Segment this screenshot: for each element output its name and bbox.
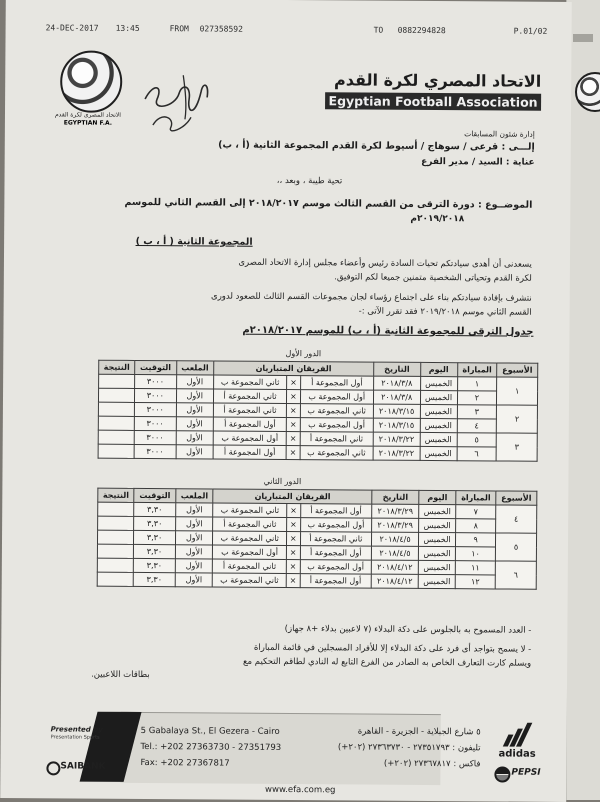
footer-fax-english: Fax: +202 27367817 [140, 757, 230, 769]
date-cell: ٢٠١٨/٣/٨ [373, 390, 420, 404]
home-team-cell: ثاني المجموعة ب [300, 404, 373, 419]
stadium-cell: الأول [176, 417, 213, 431]
note-line: - لا يسمح بتواجد أى فرد على دكة البدلاء إلا للأفراد المسجلين في قائمة المباراة [253, 642, 532, 655]
day-cell: الخميس [420, 446, 457, 460]
round-1-schedule-table [98, 360, 539, 462]
sponsor-presented-label: Presented by [50, 725, 103, 734]
kickoff-time-cell: ٣٠٠٠ [135, 388, 177, 402]
col-date: التاريخ [372, 490, 419, 504]
pepsi-globe-icon [494, 766, 510, 782]
date-cell: ٢٠١٨/٣/٢٩ [372, 504, 419, 518]
federation-name-english: Egyptian Football Association [325, 92, 541, 111]
away-team-cell: أول المجموعة ب [213, 545, 287, 560]
sponsor-pepsi: PEPSI [511, 767, 541, 778]
note-line: - العدد المسموح به بالجلوس على دكة البدلاء (٧ لاعبين بدلاء +٨ جهاز) [284, 623, 532, 636]
kickoff-time-cell: ٣,٣٠ [133, 572, 175, 586]
away-team-cell: ثاني المجموعة ب [213, 573, 287, 588]
adjacent-page-fax-mark [573, 34, 593, 42]
day-cell: الخميس [419, 504, 456, 518]
match-number-cell: ٨ [456, 519, 496, 533]
day-cell: الخميس [418, 560, 455, 574]
match-number-cell: ١٠ [456, 547, 496, 561]
away-team-cell: ثاني المجموعة أ [213, 389, 286, 404]
intro-paragraph-line-2: لكرة القدم وتحياتى الشخصية متمنين جميعا لكم التوفيق. [334, 272, 532, 284]
result-cell [98, 430, 134, 444]
greeting-line: تحية طيبة ، وبعد ،، [276, 175, 343, 187]
versus-cell: × [287, 404, 301, 418]
away-team-cell: ثاني المجموعة ب [213, 375, 286, 390]
col-time: التوقيت [135, 360, 177, 374]
col-stadium: الملعب [176, 489, 214, 503]
away-team-cell: ثاني المجموعة أ [213, 517, 287, 532]
result-cell [97, 544, 133, 558]
versus-cell: × [287, 518, 301, 532]
sponsor-saibank: SAIBANK [60, 761, 106, 772]
note-line: ويسلم كارت التعارف الخاص به الصادر من الفرع التابع له النادي لطاقم التحكيم مع [242, 656, 532, 669]
kickoff-time-cell: ٣٠٠٠ [134, 444, 176, 458]
handwritten-signature [135, 69, 225, 140]
day-cell: الخميس [418, 532, 455, 546]
match-number-cell: ٢ [457, 391, 497, 405]
col-stadium: الملعب [176, 361, 213, 375]
away-team-cell: أول المجموعة أ [213, 417, 286, 432]
match-number-cell: ١ [457, 377, 497, 391]
round-2-schedule-table [97, 488, 538, 590]
group-heading: المجموعة الثانية ( أ ، ب ) [135, 235, 253, 248]
note-line: بطاقات اللاعبين. [91, 669, 150, 681]
col-day: اليوم [419, 490, 456, 504]
result-cell [98, 444, 134, 458]
date-cell: ٢٠١٨/٤/٥ [371, 546, 418, 560]
versus-cell: × [286, 532, 300, 546]
stadium-cell: الأول [176, 375, 213, 389]
match-number-cell: ٩ [456, 533, 496, 547]
match-number-cell: ٦ [457, 447, 497, 461]
date-cell: ٢٠١٨/٤/٥ [372, 532, 419, 546]
week-cell: ١ [497, 377, 538, 405]
col-match: المباراة [456, 491, 496, 505]
round-2-label: الدور الثاني [263, 476, 302, 487]
footer-address-arabic: ٥ شارع الجبلاية - الجزيرة - القاهرة [357, 726, 481, 738]
result-cell [97, 530, 133, 544]
col-teams: الفريقان المتباريان [213, 489, 372, 504]
date-cell: ٢٠١٨/٤/١٢ [371, 574, 418, 588]
fax-from-label: FROM [169, 24, 189, 34]
result-cell [97, 558, 133, 572]
kickoff-time-cell: ٣,٣٠ [134, 530, 176, 544]
week-cell: ٥ [495, 533, 536, 561]
kickoff-time-cell: ٣٠٠٠ [134, 402, 176, 416]
day-cell: الخميس [420, 432, 457, 446]
result-cell [98, 516, 134, 530]
versus-cell: × [286, 546, 300, 560]
fax-to-number: 0882294828 [397, 25, 446, 36]
recipient-line: إلـــى : قرعى / سوهاج / أسيوط لكرة القدم المجموعة الثانية (أ ، ب) [218, 139, 535, 153]
week-cell: ٣ [496, 433, 537, 461]
stadium-cell: الأول [175, 573, 213, 587]
date-cell: ٢٠١٨/٣/١٥ [373, 418, 420, 432]
fax-from-number: 027358592 [199, 24, 243, 34]
kickoff-time-cell: ٣٠٠٠ [134, 416, 176, 430]
fax-header [6, 0, 572, 36]
col-match: المباراة [457, 363, 497, 377]
footer-website: www.efa.com.eg [265, 784, 336, 796]
stadium-cell: الأول [175, 517, 213, 531]
home-team-cell: أول المجموعة أ [300, 546, 372, 560]
result-cell [97, 572, 133, 586]
col-week: الأسبوع [497, 363, 538, 377]
match-number-cell: ١١ [455, 561, 495, 575]
col-week: الأسبوع [496, 491, 537, 505]
versus-cell: × [287, 504, 301, 518]
stadium-cell: الأول [175, 531, 213, 545]
versus-cell: × [287, 376, 301, 390]
match-number-cell: ٣ [457, 405, 497, 419]
match-number-cell: ٧ [456, 505, 496, 519]
logo-text-english: EGYPTIAN F.A. [63, 119, 113, 127]
sponsor-adidas: adidas [498, 748, 536, 760]
result-cell [98, 402, 134, 416]
decision-paragraph-line-2: القسم الثاني موسم ٢٠١٩/٢٠١٨ فقد تقرر الآتى :- [358, 306, 532, 318]
efa-logo-ball-icon [60, 50, 122, 112]
date-cell: ٢٠١٨/٣/٨ [373, 376, 420, 390]
day-cell: الخميس [418, 546, 455, 560]
home-team-cell: أول المجموعة ب [300, 390, 373, 405]
match-number-cell: ٤ [457, 419, 497, 433]
kickoff-time-cell: ٣,٣٠ [134, 544, 176, 558]
footer-tel-english: Tel.: +202 27363730 - 27351793 [140, 741, 282, 753]
week-cell: ٢ [497, 405, 538, 433]
day-cell: الخميس [420, 390, 457, 404]
home-team-cell: ثاني المجموعة ب [300, 446, 373, 461]
round-1-label: الدور الأول [285, 348, 322, 359]
sponsor-presented-name: Presentation Sports [50, 734, 100, 741]
home-team-cell: ثاني المجموعة أ [300, 532, 372, 546]
result-cell [98, 502, 134, 516]
decision-paragraph-line-1: نتشرف بإفادة سيادتكم بناء على اجتماع رؤساء لجان مجموعات القسم الثالث للصعود لدورى [211, 291, 532, 304]
fax-page-number: P.01/02 [513, 26, 548, 36]
home-team-cell: أول المجموعة أ [300, 504, 372, 518]
kickoff-time-cell: ٣,٣٠ [134, 516, 176, 530]
away-team-cell: ثاني المجموعة ب [213, 503, 287, 518]
kickoff-time-cell: ٣,٣٠ [134, 502, 176, 516]
home-team-cell: أول المجموعة أ [300, 376, 373, 391]
intro-paragraph-line-1: يسعدنى أن أهدى سيادتكم تحيات السادة رئيس وأعضاء مجلس إدارة الاتحاد المصرى [238, 257, 532, 270]
table-row [97, 572, 536, 589]
match-number-cell: ١٢ [455, 575, 495, 589]
day-cell: الخميس [419, 518, 456, 532]
day-cell: الخميس [420, 418, 457, 432]
subject-line-continued: ٢٠١٩/٢٠١٨م [410, 213, 465, 225]
adjacent-page-logo [575, 72, 600, 112]
kickoff-time-cell: ٣,٣٠ [133, 558, 175, 572]
match-number-cell: ٥ [457, 433, 497, 447]
fax-time: 13:45 [115, 23, 140, 33]
letterhead-footer [0, 711, 567, 802]
versus-cell: × [286, 432, 300, 446]
schedule-title: جدول الترقى للمجموعة الثانية (أ ، ب) للموسم ٢٠١٨/٢٠١٧م [242, 324, 534, 338]
away-team-cell: ثاني المجموعة أ [213, 403, 286, 418]
home-team-cell: أول المجموعة أ [300, 574, 372, 588]
week-cell: ٤ [496, 505, 537, 533]
result-cell [98, 388, 134, 402]
day-cell: الخميس [420, 376, 457, 390]
stadium-cell: الأول [176, 503, 214, 517]
result-cell [98, 416, 134, 430]
day-cell: الخميس [418, 574, 455, 588]
versus-cell: × [287, 390, 301, 404]
col-teams: الفريقان المتباريان [214, 361, 374, 376]
day-cell: الخميس [420, 404, 457, 418]
versus-cell: × [286, 574, 300, 588]
week-cell: ٦ [495, 561, 536, 589]
col-time: التوقيت [134, 488, 176, 502]
away-team-cell: ثاني المجموعة أ [213, 559, 287, 574]
col-result: النتيجة [98, 488, 134, 502]
saibank-logo-icon [46, 761, 60, 775]
versus-cell: × [286, 446, 300, 460]
col-result: النتيجة [99, 360, 135, 374]
stadium-cell: الأول [176, 389, 213, 403]
col-day: اليوم [420, 362, 457, 376]
date-cell: ٢٠١٨/٣/١٥ [373, 404, 420, 418]
stadium-cell: الأول [176, 431, 213, 445]
result-cell [99, 374, 135, 388]
department-label: إدارة شئون المسابقات [464, 129, 535, 139]
home-team-cell: أول المجموعة ب [300, 560, 372, 574]
logo-text-arabic: الاتحاد المصرى لكرة القدم [54, 111, 122, 119]
home-team-cell: ثاني المجموعة أ [300, 432, 373, 447]
footer-address-english: 5 Gabalaya St., El Gezera - Cairo [140, 725, 280, 737]
table-row [98, 444, 537, 461]
date-cell: ٢٠١٨/٣/٢٢ [373, 432, 420, 446]
away-team-cell: ثاني المجموعة ب [213, 531, 287, 546]
fax-date: 24-DEC-2017 [45, 23, 99, 33]
date-cell: ٢٠١٨/٤/١٢ [371, 560, 418, 574]
stadium-cell: الأول [176, 445, 213, 459]
fax-to-label: TO [373, 25, 384, 35]
stadium-cell: الأول [175, 559, 213, 573]
footer-fax-arabic: فاكس : ٢٧٣٦٧٨١٧ (٢٠٢+) [383, 758, 481, 770]
stadium-cell: الأول [176, 403, 213, 417]
adjacent-page-edge [566, 0, 600, 800]
federation-name-arabic: الاتحاد المصري لكرة القدم [334, 70, 542, 91]
col-date: التاريخ [374, 362, 421, 376]
versus-cell: × [286, 560, 300, 574]
stadium-cell: الأول [175, 545, 213, 559]
away-team-cell: أول المجموعة ب [213, 431, 286, 446]
subject-line: الموضــوع : دورة الترقى من القسم الثالث موسم ٢٠١٨/٢٠١٧ إلى القسم الثاني للموسم [124, 196, 533, 211]
home-team-cell: أول المجموعة ب [300, 418, 373, 433]
away-team-cell: أول المجموعة أ [213, 445, 286, 460]
footer-tel-arabic: تليفون : ٢٧٣٥١٧٩٣ - ٢٧٣٦٣٧٣٠ (٢٠٢+) [337, 742, 481, 754]
date-cell: ٢٠١٨/٣/٢٩ [372, 518, 419, 532]
attention-line: عناية : السيد / مدير الفرع [421, 156, 535, 168]
home-team-cell: أول المجموعة ب [300, 518, 372, 532]
kickoff-time-cell: ٣٠٠٠ [135, 374, 177, 388]
kickoff-time-cell: ٣٠٠٠ [134, 430, 176, 444]
versus-cell: × [286, 418, 300, 432]
date-cell: ٢٠١٨/٣/٢٢ [373, 446, 420, 460]
